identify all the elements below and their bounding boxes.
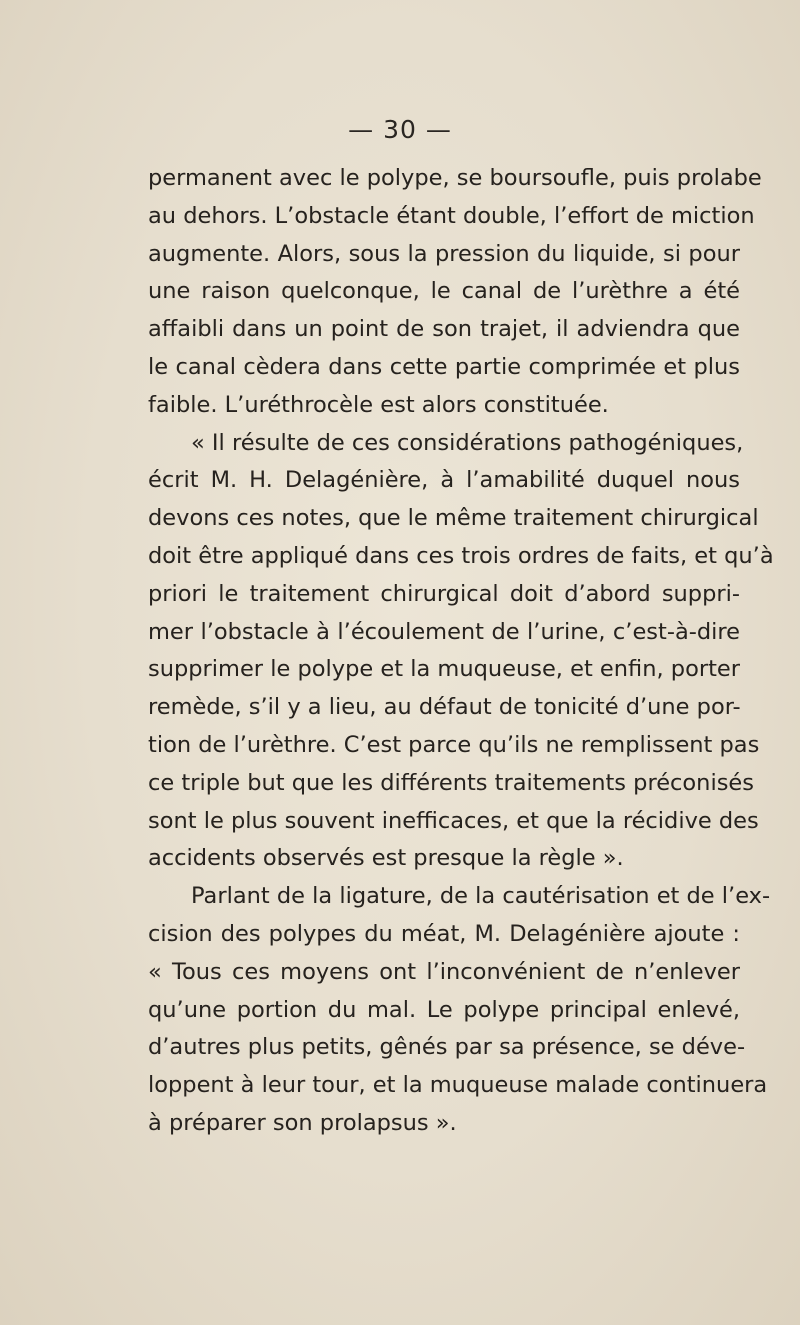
text-line: faible. L’uréthrocèle est alors constituée. [148,391,609,418]
page-number: — 30 — [348,115,452,144]
text-line: doit être appliqué dans ces trois ordres de faits, et qu’à [148,542,774,569]
text-line: priori le traitement chirurgical doit d’abord suppri- [148,580,740,607]
text-line: le canal cèdera dans cette partie comprimée et plus [148,353,740,380]
text-line: devons ces notes, que le même traitement chirurgical [148,505,759,532]
text-line: au dehors. L’obstacle étant double, l’effort de miction [148,202,755,229]
text-line: affaibli dans un point de son trajet, il adviendra que [148,316,740,343]
text-line: une raison quelconque, le canal de l’urèthre a été [148,278,740,305]
text-line: cision des polypes du méat, M. Delagénière ajoute : [148,920,740,947]
text-line: accidents observés est presque la règle ». [148,845,624,872]
text-line: augmente. Alors, sous la pression du liquide, si pour [148,240,740,267]
text-line: permanent avec le polype, se boursoufle, puis prolabe [148,165,762,191]
text-line: loppent à leur tour, et la muqueuse malade continuera [148,1072,768,1099]
text-line: « Il résulte de ces considérations pathogéniques, [191,429,744,456]
text-line: écrit M. H. Delagénière, à l’amabilité duquel nous [148,467,740,494]
text-line: qu’une portion du mal. Le polype principal enlevé, [148,996,740,1023]
text-line: tion de l’urèthre. C’est parce qu’ils ne remplissent pas [148,731,760,758]
text-line: sont le plus souvent inefficaces, et que la récidive des [148,807,759,834]
text-line: supprimer le polype et la muqueuse, et enfin, porter [148,656,740,683]
text-line: Parlant de la ligature, de la cautérisation et de l’ex- [191,883,771,910]
text-line: mer l’obstacle à l’écoulement de l’urine, c’est-à-dire [148,618,740,645]
text-line: à préparer son prolapsus ». [148,1109,457,1136]
text-line: ce triple but que les différents traitements préconisés [148,769,754,796]
text-line: d’autres plus petits, gênés par sa présence, se déve- [148,1034,746,1061]
text-line: « Tous ces moyens ont l’inconvénient de n’enlever [148,958,740,985]
text-line: remède, s’il y a lieu, au défaut de tonicité d’une por- [148,694,741,721]
body-text [148,160,774,1143]
